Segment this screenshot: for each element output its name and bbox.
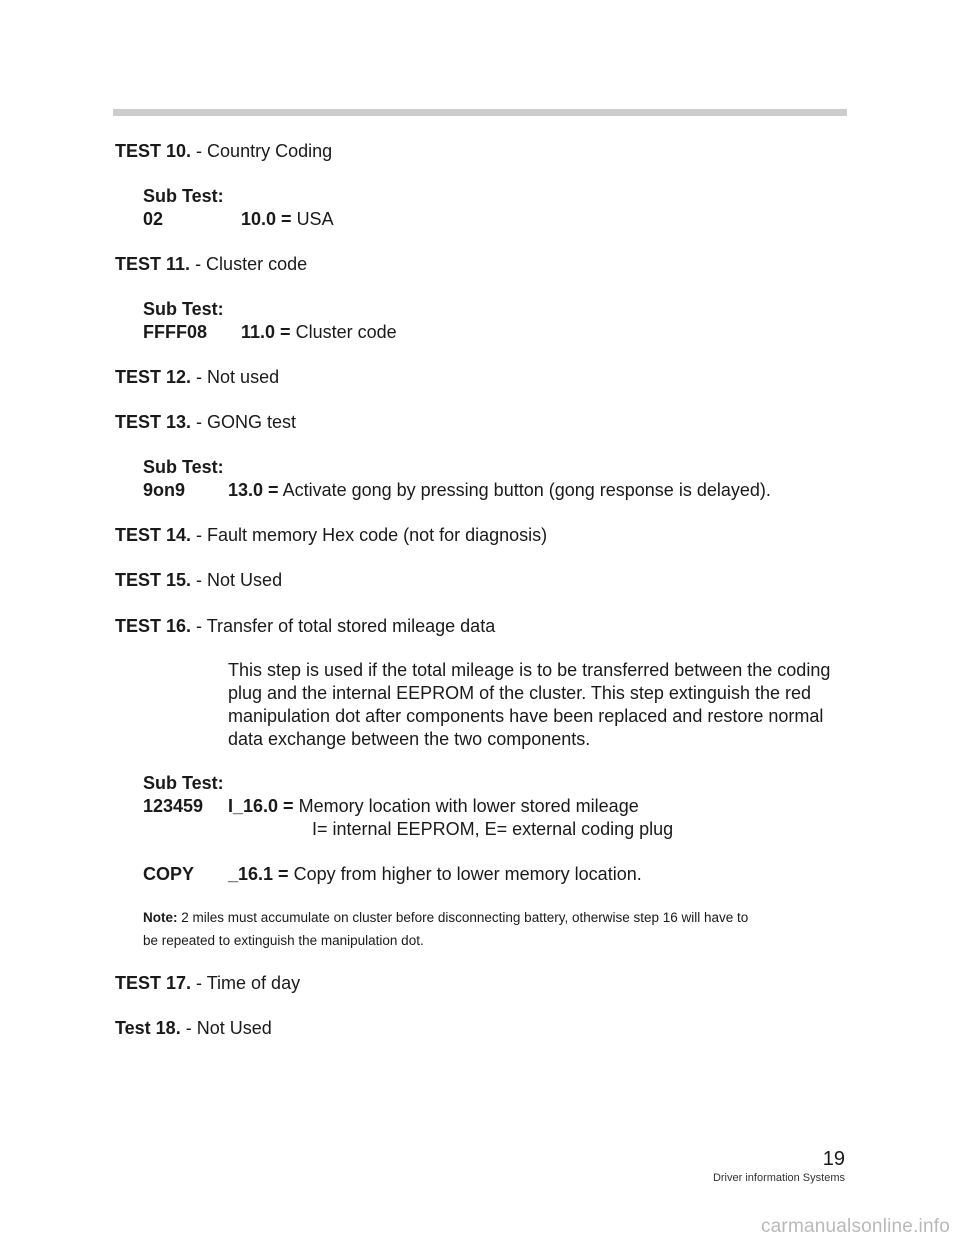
subtest-key: 10.0 = [241, 209, 292, 229]
test-desc: - GONG test [196, 412, 297, 432]
test-13-heading [115, 411, 296, 433]
subtest-code: COPY [143, 864, 195, 884]
subtest-value: Copy from higher to lower memory location. [293, 864, 642, 884]
subtest-code: FFFF08 [143, 322, 208, 342]
paragraph-line: manipulation dot after components have been replaced and restore normal [228, 706, 824, 726]
subtest-code: 9on9 [143, 480, 186, 500]
subtest-key: I_16.0 = [228, 796, 294, 816]
subtest-code: 02 [143, 209, 164, 229]
test-desc: - Not Used [185, 1018, 272, 1038]
sub-test-label: Sub Test: [143, 457, 224, 477]
test-label: TEST 14. [115, 525, 192, 545]
footer-section: Driver information Systems [712, 1172, 845, 1184]
test-18-heading [115, 1017, 272, 1039]
note-text: 2 miles must accumulate on cluster before disconnecting battery, otherwise step 16 will have to [181, 910, 749, 925]
test-desc: - Fault memory Hex code (not for diagnosis) [196, 525, 548, 545]
subtest-value: Activate gong by pressing button (gong response is delayed). [282, 480, 771, 500]
test-17-heading [115, 972, 300, 994]
subtest-entry [228, 795, 639, 817]
paragraph-line: plug and the internal EEPROM of the cluster. This step extinguish the red [228, 683, 811, 703]
test-label: Test 18. [115, 1018, 181, 1038]
sub-test-label: Sub Test: [143, 186, 224, 206]
test-label: TEST 16. [115, 616, 192, 636]
note-label: Note: [143, 910, 178, 925]
test-desc: - Time of day [196, 973, 301, 993]
sub-test-label: Sub Test: [143, 299, 224, 319]
watermark: carmanualsonline.info [760, 1216, 950, 1237]
sub-test-label: Sub Test: [143, 773, 224, 793]
test-12-heading [115, 366, 279, 388]
test-14-heading [115, 524, 547, 546]
test-label: TEST 13. [115, 412, 192, 432]
test-desc: - Country Coding [196, 141, 333, 161]
test-desc: - Not used [196, 367, 280, 387]
test-desc: - Not Used [196, 570, 283, 590]
test-10-heading [115, 140, 332, 162]
subtest-key: 11.0 = [241, 322, 291, 342]
test-16-heading [115, 615, 495, 637]
subtest-entry [228, 863, 642, 885]
subtest-value: Cluster code [295, 322, 397, 342]
header-rule [113, 109, 847, 116]
paragraph-line: This step is used if the total mileage is to be transferred between the coding [228, 660, 831, 680]
subtest-entry [228, 479, 771, 501]
subtest-value: USA [296, 209, 334, 229]
subtest-code: 123459 [143, 796, 204, 816]
subtest-value-detail: I= internal EEPROM, E= external coding plug [312, 819, 674, 839]
paragraph-line: data exchange between the two components. [228, 729, 591, 749]
subtest-value: Memory location with lower stored mileage [298, 796, 639, 816]
test-label: TEST 12. [115, 367, 192, 387]
subtest-key: 13.0 = [228, 480, 279, 500]
test-label: TEST 15. [115, 570, 192, 590]
note-line: be repeated to extinguish the manipulation dot. [143, 933, 424, 948]
subtest-entry [241, 321, 397, 343]
test-label: TEST 10. [115, 141, 192, 161]
test-label: TEST 17. [115, 973, 192, 993]
test-label: TEST 11. [115, 254, 191, 274]
test-desc: - Cluster code [195, 254, 308, 274]
test-11-heading [115, 253, 307, 275]
subtest-entry [241, 208, 334, 230]
note-line [143, 907, 748, 929]
page-number: 19 [822, 1148, 845, 1170]
test-15-heading [115, 569, 282, 591]
test-desc: - Transfer of total stored mileage data [196, 616, 496, 636]
subtest-key: _16.1 = [228, 864, 289, 884]
